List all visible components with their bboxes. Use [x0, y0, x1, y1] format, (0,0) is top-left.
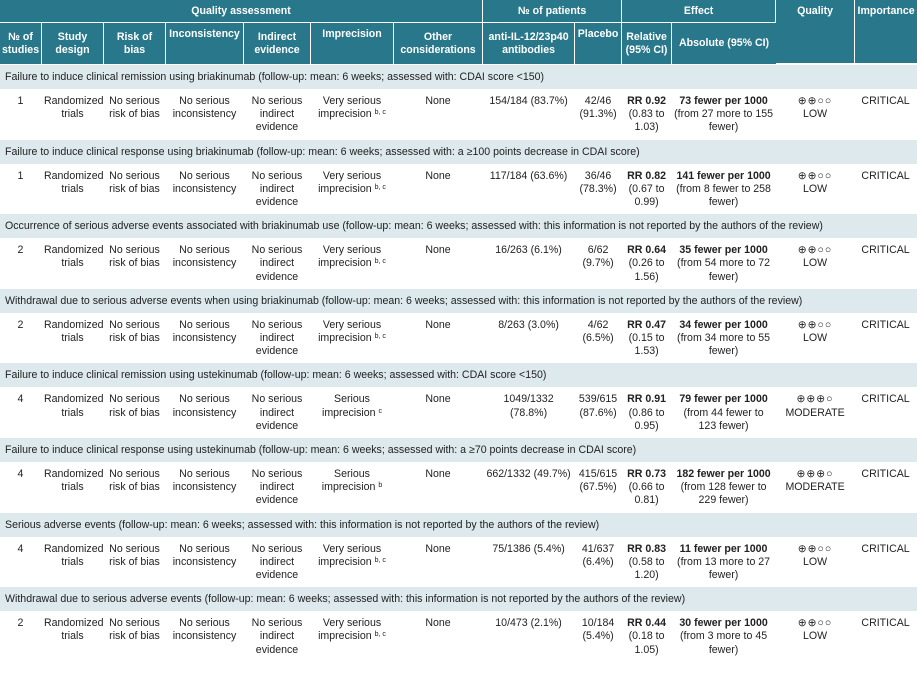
anti-il-cell: 662/1332 (49.7%) — [483, 463, 575, 512]
relative-ci: (0.66 to 0.81) — [628, 481, 665, 507]
absolute-ci: (from 13 more to 27 fewer) — [677, 555, 771, 582]
relative-cell — [622, 612, 672, 661]
quality-rating: LOW — [802, 555, 828, 568]
indirect-evidence-cell: No serious indirect evidence — [244, 538, 311, 587]
quality-cell — [776, 388, 855, 437]
importance-cell: CRITICAL — [855, 388, 917, 437]
anti-il-cell: 8/263 (3.0%) — [483, 314, 575, 363]
absolute-effect: 11 fewer per 1000 — [679, 542, 768, 555]
num-studies-cell: 4 — [0, 463, 42, 512]
imprecision-footnote: c — [378, 407, 383, 415]
quality-symbols: ⊕⊕○○ — [797, 244, 833, 257]
absolute-cell — [672, 239, 776, 288]
imprecision-cell — [311, 90, 394, 139]
placebo-cell: 4/62 (6.5%) — [575, 314, 622, 363]
quality-rating: MODERATE — [785, 481, 845, 494]
importance-cell: CRITICAL — [855, 239, 917, 288]
relative-rr: RR 0.47 — [627, 318, 666, 331]
importance-cell: CRITICAL — [855, 612, 917, 661]
study-design-cell: Randomized trials — [42, 538, 104, 587]
header-indirect-evidence: Indirect evidence — [244, 23, 311, 64]
table-row — [0, 388, 917, 437]
header-absolute: Absolute (95% CI) — [672, 23, 776, 64]
relative-rr: RR 0.73 — [627, 468, 666, 481]
quality-symbols: ⊕⊕○○ — [797, 617, 833, 630]
risk-of-bias-cell: No serious risk of bias — [104, 612, 166, 661]
imprecision-cell — [311, 388, 394, 437]
imprecision-footnote: b — [378, 482, 383, 490]
importance-cell: CRITICAL — [855, 463, 917, 512]
imprecision-text: Serious imprecision — [321, 393, 376, 419]
quality-cell — [776, 538, 855, 587]
quality-rating: LOW — [802, 332, 828, 345]
table-row — [0, 239, 917, 288]
absolute-effect: 35 fewer per 1000 — [679, 244, 768, 257]
relative-ci: (0.18 to 1.05) — [628, 630, 665, 656]
risk-of-bias-cell: No serious risk of bias — [104, 239, 166, 288]
header-quality: Quality — [776, 0, 855, 64]
table-row — [0, 612, 917, 661]
quality-cell — [776, 314, 855, 363]
study-design-cell: Randomized trials — [42, 239, 104, 288]
outcome-section-row — [0, 512, 917, 538]
risk-of-bias-cell: No serious risk of bias — [104, 463, 166, 512]
anti-il-cell: 1049/1332 (78.8%) — [483, 388, 575, 437]
indirect-evidence-cell: No serious indirect evidence — [244, 612, 311, 661]
header-num-studies: № of studies — [0, 23, 42, 64]
absolute-cell — [672, 538, 776, 587]
other-considerations-cell: None — [394, 612, 483, 661]
quality-cell — [776, 239, 855, 288]
num-studies-cell: 1 — [0, 90, 42, 139]
num-studies-cell: 4 — [0, 538, 42, 587]
quality-symbols: ⊕⊕⊕○ — [796, 393, 834, 406]
header-quality-assessment: Quality assessment — [0, 0, 483, 23]
header-importance: Importance — [855, 0, 917, 64]
relative-ci: (0.58 to 1.20) — [628, 555, 665, 582]
num-studies-cell: 4 — [0, 388, 42, 437]
absolute-effect: 182 fewer per 1000 — [676, 468, 771, 481]
quality-rating: LOW — [802, 630, 828, 643]
absolute-ci: (from 3 more to 45 fewer) — [679, 630, 768, 656]
imprecision-cell — [311, 165, 394, 214]
absolute-effect: 34 fewer per 1000 — [679, 318, 768, 331]
inconsistency-cell: No serious inconsistency — [166, 388, 244, 437]
table-row — [0, 90, 917, 139]
header-relative: Relative (95% CI) — [622, 23, 672, 64]
table-header — [0, 0, 917, 64]
absolute-cell — [672, 314, 776, 363]
study-design-cell: Randomized trials — [42, 165, 104, 214]
absolute-effect: 30 fewer per 1000 — [679, 617, 768, 630]
indirect-evidence-cell: No serious indirect evidence — [244, 165, 311, 214]
quality-rating: LOW — [802, 108, 828, 121]
risk-of-bias-cell: No serious risk of bias — [104, 90, 166, 139]
imprecision-footnote: b, c — [374, 183, 386, 191]
imprecision-text: Very serious imprecision — [318, 318, 382, 345]
relative-cell — [622, 239, 672, 288]
quality-symbols: ⊕⊕○○ — [797, 542, 833, 555]
imprecision-cell — [311, 463, 394, 512]
table-row — [0, 165, 917, 214]
imprecision-footnote: b, c — [374, 109, 386, 117]
placebo-cell: 539/615 (87.6%) — [575, 388, 622, 437]
imprecision-cell — [311, 612, 394, 661]
relative-rr: RR 0.44 — [627, 617, 666, 630]
relative-cell — [622, 165, 672, 214]
outcome-section-row — [0, 586, 917, 612]
imprecision-footnote: b, c — [374, 631, 386, 639]
inconsistency-cell: No serious inconsistency — [166, 538, 244, 587]
imprecision-text: Very serious imprecision — [318, 542, 382, 568]
quality-rating: MODERATE — [785, 406, 845, 419]
inconsistency-cell: No serious inconsistency — [166, 165, 244, 214]
outcome-title: Serious adverse events (follow-up: mean: 6 weeks; assessed with: this information is not reported by the authors of the review) — [0, 512, 917, 538]
num-studies-cell: 2 — [0, 612, 42, 661]
study-design-cell: Randomized trials — [42, 90, 104, 139]
relative-rr: RR 0.92 — [627, 95, 666, 107]
relative-ci: (0.67 to 0.99) — [628, 182, 665, 209]
header-effect: Effect — [622, 0, 776, 23]
placebo-cell: 41/637 (6.4%) — [575, 538, 622, 587]
anti-il-cell: 75/1386 (5.4%) — [483, 538, 575, 587]
relative-ci: (0.83 to 1.03) — [628, 108, 665, 134]
quality-symbols: ⊕⊕○○ — [797, 318, 833, 331]
outcome-section-row — [0, 362, 917, 388]
absolute-ci: (from 34 more to 55 fewer) — [677, 332, 771, 358]
importance-cell: CRITICAL — [855, 538, 917, 587]
importance-cell: CRITICAL — [855, 165, 917, 214]
relative-rr: RR 0.83 — [627, 542, 666, 555]
imprecision-text: Very serious imprecision — [318, 617, 382, 643]
inconsistency-cell: No serious inconsistency — [166, 90, 244, 139]
importance-cell: CRITICAL — [855, 90, 917, 139]
other-considerations-cell: None — [394, 538, 483, 587]
relative-cell — [622, 388, 672, 437]
imprecision-cell — [311, 314, 394, 363]
inconsistency-cell: No serious inconsistency — [166, 239, 244, 288]
absolute-ci: (from 54 more to 72 fewer) — [677, 257, 771, 283]
absolute-cell — [672, 463, 776, 512]
anti-il-cell: 16/263 (6.1%) — [483, 239, 575, 288]
header-anti-il: anti-IL-12/23p40 antibodies — [483, 23, 575, 64]
risk-of-bias-cell: No serious risk of bias — [104, 314, 166, 363]
outcome-title: Failure to induce clinical remission using briakinumab (follow-up: mean: 6 weeks; assessed with: CDAI score <150) — [0, 64, 917, 90]
outcome-section-row — [0, 64, 917, 90]
inconsistency-cell: No serious inconsistency — [166, 612, 244, 661]
other-considerations-cell: None — [394, 165, 483, 214]
num-studies-cell: 1 — [0, 165, 42, 214]
relative-ci: (0.86 to 0.95) — [628, 406, 665, 432]
absolute-ci: (from 27 more to 155 fewer) — [674, 108, 774, 134]
outcome-title: Failure to induce clinical remission using ustekinumab (follow-up: mean: 6 weeks; assessed with: CDAI score <150) — [0, 362, 917, 388]
quality-symbols: ⊕⊕○○ — [797, 95, 833, 107]
absolute-ci: (from 128 fewer to 229 fewer) — [680, 481, 767, 507]
other-considerations-cell: None — [394, 463, 483, 512]
placebo-cell: 10/184 (5.4%) — [575, 612, 622, 661]
study-design-cell: Randomized trials — [42, 612, 104, 661]
study-design-cell: Randomized trials — [42, 388, 104, 437]
outcome-section-row — [0, 139, 917, 165]
relative-rr: RR 0.82 — [627, 169, 666, 182]
quality-cell — [776, 612, 855, 661]
absolute-cell — [672, 612, 776, 661]
absolute-effect: 79 fewer per 1000 — [679, 393, 768, 406]
num-studies-cell: 2 — [0, 314, 42, 363]
absolute-cell — [672, 90, 776, 139]
anti-il-cell: 117/184 (63.6%) — [483, 165, 575, 214]
outcome-title: Failure to induce clinical response using ustekinumab (follow-up: mean: 6 weeks; assessed with: a ≥70 points decrease in CDAI score) — [0, 437, 917, 463]
risk-of-bias-cell: No serious risk of bias — [104, 388, 166, 437]
indirect-evidence-cell: No serious indirect evidence — [244, 314, 311, 363]
absolute-effect: 141 fewer per 1000 — [676, 169, 771, 182]
indirect-evidence-cell: No serious indirect evidence — [244, 90, 311, 139]
anti-il-cell: 154/184 (83.7%) — [483, 90, 575, 139]
anti-il-cell: 10/473 (2.1%) — [483, 612, 575, 661]
absolute-cell — [672, 388, 776, 437]
imprecision-cell — [311, 538, 394, 587]
risk-of-bias-cell: No serious risk of bias — [104, 165, 166, 214]
other-considerations-cell: None — [394, 239, 483, 288]
outcome-section-row — [0, 288, 917, 314]
absolute-cell — [672, 165, 776, 214]
outcome-title: Occurrence of serious adverse events associated with briakinumab use (follow-up: mean: 6 weeks; assessed with: this information is not reported by the authors of the review) — [0, 213, 917, 239]
table-row — [0, 463, 917, 512]
imprecision-text: Very serious imprecision — [318, 95, 382, 121]
relative-rr: RR 0.91 — [627, 393, 666, 406]
placebo-cell: 6/62 (9.7%) — [575, 239, 622, 288]
relative-cell — [622, 538, 672, 587]
placebo-cell: 415/615 (67.5%) — [575, 463, 622, 512]
header-patients: № of patients — [483, 0, 622, 23]
relative-ci: (0.15 to 1.53) — [628, 332, 665, 358]
table-row — [0, 314, 917, 363]
inconsistency-cell: No serious inconsistency — [166, 314, 244, 363]
outcome-section-row — [0, 213, 917, 239]
absolute-effect: 73 fewer per 1000 — [679, 95, 768, 107]
absolute-ci: (from 44 fewer to 123 fewer) — [683, 406, 764, 432]
relative-cell — [622, 314, 672, 363]
imprecision-text: Very serious imprecision — [318, 169, 382, 195]
header-study-design: Study design — [42, 23, 104, 64]
study-design-cell: Randomized trials — [42, 463, 104, 512]
inconsistency-cell: No serious inconsistency — [166, 463, 244, 512]
imprecision-text: Very serious imprecision — [318, 244, 382, 270]
table-body — [0, 64, 917, 661]
quality-rating: LOW — [802, 257, 828, 270]
other-considerations-cell: None — [394, 90, 483, 139]
indirect-evidence-cell: No serious indirect evidence — [244, 239, 311, 288]
imprecision-footnote: b, c — [374, 556, 386, 564]
quality-cell — [776, 165, 855, 214]
outcome-section-row — [0, 437, 917, 463]
relative-cell — [622, 90, 672, 139]
header-imprecision: Imprecision — [311, 23, 394, 64]
other-considerations-cell: None — [394, 314, 483, 363]
header-inconsistency: Inconsistency — [166, 23, 244, 64]
quality-cell — [776, 90, 855, 139]
outcome-title: Failure to induce clinical response using briakinumab (follow-up: mean: 6 weeks; assessed with: a ≥100 points decrease in CDAI score) — [0, 139, 917, 165]
indirect-evidence-cell: No serious indirect evidence — [244, 388, 311, 437]
header-placebo: Placebo — [575, 23, 622, 64]
num-studies-cell: 2 — [0, 239, 42, 288]
placebo-cell: 42/46 (91.3%) — [575, 90, 622, 139]
absolute-ci: (from 8 fewer to 258 fewer) — [676, 182, 771, 209]
outcome-title: Withdrawal due to serious adverse events when using briakinumab (follow-up: mean: 6 weeks; assessed with: this information is not reported by the authors of the review) — [0, 288, 917, 314]
quality-symbols: ⊕⊕⊕○ — [796, 468, 834, 481]
imprecision-text: Serious imprecision — [321, 468, 376, 494]
importance-cell: CRITICAL — [855, 314, 917, 363]
imprecision-footnote: b, c — [374, 258, 386, 266]
risk-of-bias-cell: No serious risk of bias — [104, 538, 166, 587]
study-design-cell: Randomized trials — [42, 314, 104, 363]
quality-rating: LOW — [802, 182, 828, 195]
imprecision-footnote: b, c — [374, 333, 386, 341]
quality-cell — [776, 463, 855, 512]
relative-rr: RR 0.64 — [627, 244, 666, 257]
relative-ci: (0.26 to 1.56) — [628, 257, 665, 283]
header-risk-of-bias: Risk of bias — [104, 23, 166, 64]
indirect-evidence-cell: No serious indirect evidence — [244, 463, 311, 512]
relative-cell — [622, 463, 672, 512]
other-considerations-cell: None — [394, 388, 483, 437]
outcome-title: Withdrawal due to serious adverse events (follow-up: mean: 6 weeks; assessed with: this information is not reported by the authors of the review) — [0, 586, 917, 612]
table-row — [0, 538, 917, 587]
imprecision-cell — [311, 239, 394, 288]
quality-symbols: ⊕⊕○○ — [797, 169, 833, 182]
header-other-considerations: Other considerations — [394, 23, 483, 64]
placebo-cell: 36/46 (78.3%) — [575, 165, 622, 214]
